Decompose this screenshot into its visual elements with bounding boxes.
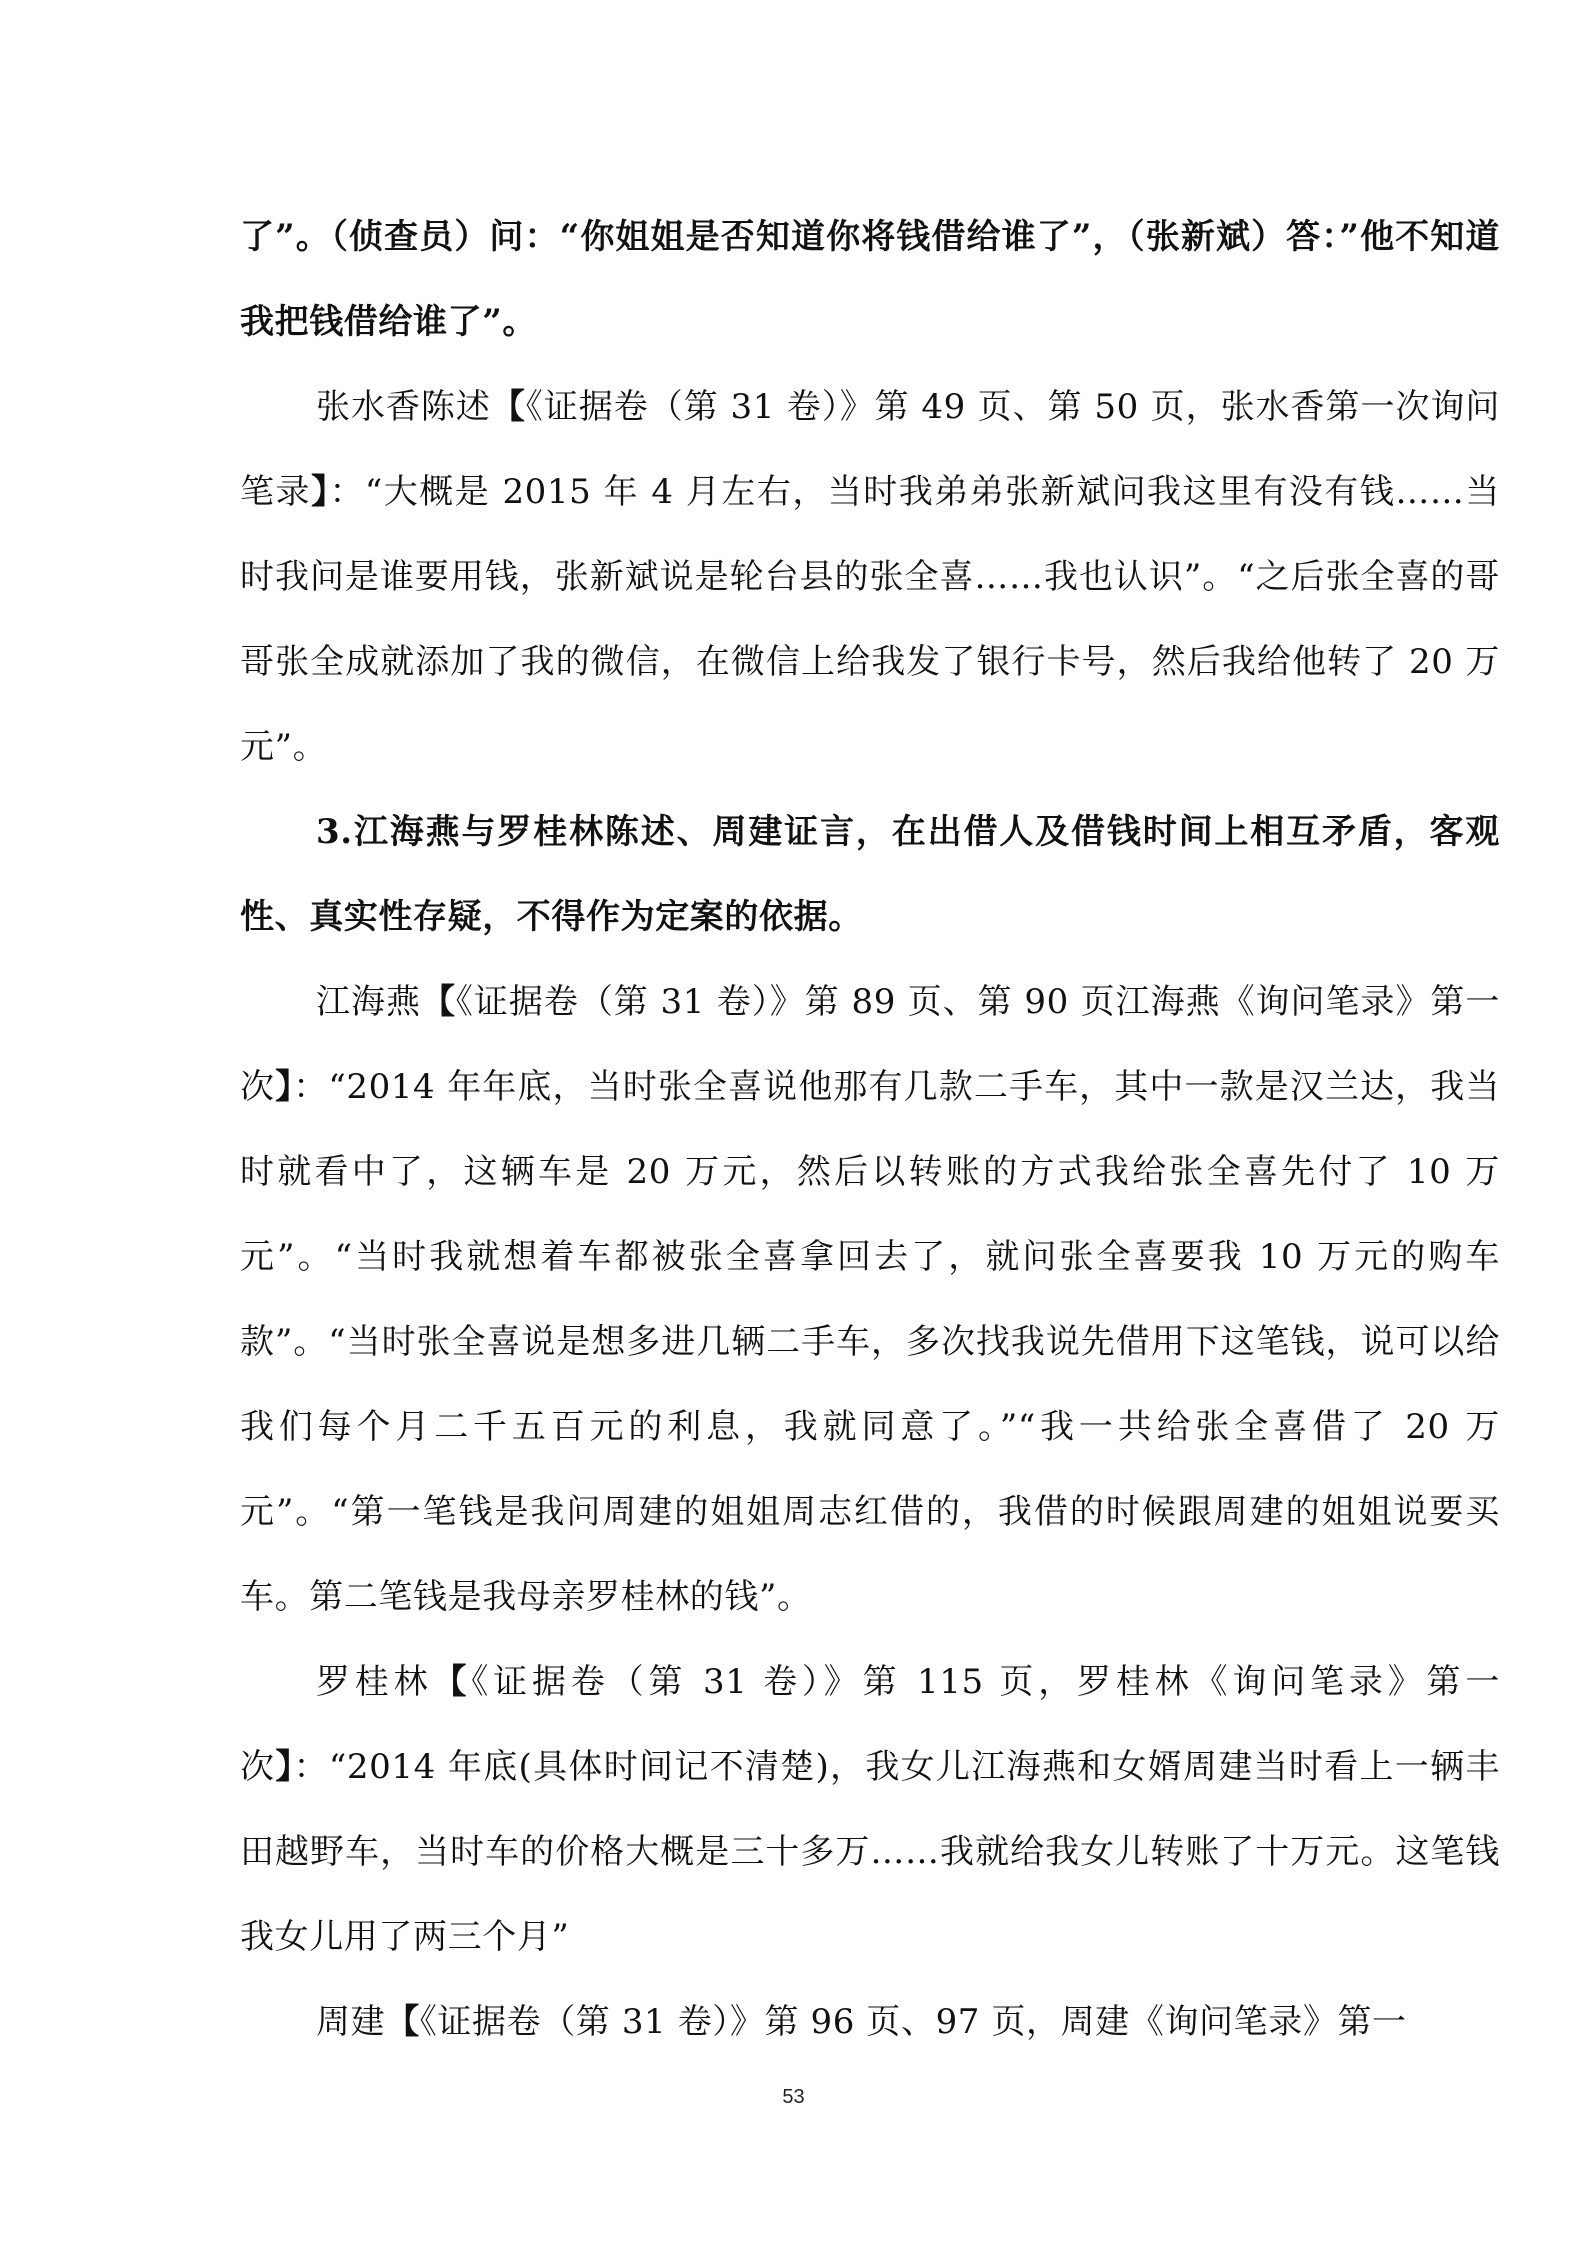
bracket-open: 【: [420, 982, 456, 1022]
paragraph-testimony-continuation: [240, 195, 1500, 365]
paragraph-zhang-shuixiang: [240, 365, 1500, 790]
section-heading-3: [240, 790, 1500, 960]
paragraph-zhou-jian: [240, 1980, 1500, 2065]
page-body: [240, 195, 1500, 2065]
bracket-open: 【: [490, 387, 526, 427]
paragraph-body: ：“2014 年底(具体时间记不清楚)，我女儿江海燕和女婿周建当时看上一辆丰田越野车，当时车的价格大概是三十多万……我就给我女儿转账了十万元。这笔钱我女儿用了两三个月”: [240, 1747, 1501, 1957]
paragraph-jiang-haiyan: [240, 960, 1500, 1640]
evidence-reference: 《证据卷（第 31 卷）》第 49 页、第 50 页，张水香第一次询问笔录: [240, 387, 1500, 512]
paragraph-lead: 罗桂林: [316, 1662, 433, 1702]
paragraph-lead: 江海燕: [316, 982, 421, 1022]
bracket-open: 【: [385, 2002, 420, 2042]
paragraph-body: ：“大概是 2015 年 4 月左右，当时我弟弟张新斌问我这里有没有钱……当时我问是谁要用钱，张新斌说是轮台县的张全喜……我也认识”。“之后张全喜的哥哥张全成就添加了我的微信，在微信上给我发了银行卡号，然后我给他转了 20 万元”。: [240, 472, 1501, 767]
page-number: 53: [782, 2086, 805, 2108]
heading-text: 3.江海燕与罗桂林陈述、周建证言，在出借人及借钱时间上相互矛盾，客观性、真实性存疑，不得作为定案的依据。: [240, 812, 1500, 937]
evidence-reference: 《证据卷（第 31 卷）》第 115 页，罗桂林《询问笔录》第一次: [240, 1662, 1500, 1787]
bracket-close: 】: [310, 472, 330, 512]
evidence-reference: 《证据卷（第 31 卷）》第 89 页、第 90 页江海燕《询问笔录》第一次: [240, 982, 1500, 1107]
paragraph-text: 了”。（侦查员）问：“你姐姐是否知道你将钱借给谁了”，（张新斌）答：”他不知道我把钱借给谁了”。: [240, 217, 1500, 342]
paragraph-lead: 张水香陈述: [316, 387, 491, 427]
paragraph-body: ：“2014 年年底，当时张全喜说他那有几款二手车，其中一款是汉兰达，我当时就看中了，这辆车是 20 万元，然后以转账的方式我给张全喜先付了 10 万元”。“当时我就想着车都被张全喜拿回去了，就问张全喜要我 10 万元的购车款”。“当时张全喜说是想多进几辆二手车，多次找我说先借用下这笔钱，说可以给我们每个月二千五百元的利息，我就同意了。”“我一共给张全喜借了 20 万元”。“第一笔钱是我问周建的姐姐周志红借的，我借的时候跟周建的姐姐说要买车。第二笔钱是我母亲罗桂林的钱”。: [240, 1067, 1501, 1617]
paragraph-lead: 周建: [316, 2002, 386, 2042]
evidence-reference: 《证据卷（第 31 卷）》第 96 页、97 页，周建《询问笔录》第一: [419, 2002, 1407, 2042]
bracket-close: 】: [275, 1067, 294, 1107]
bracket-open: 【: [432, 1662, 472, 1702]
paragraph-luo-guilin: [240, 1640, 1500, 1980]
bracket-close: 】: [275, 1747, 294, 1787]
